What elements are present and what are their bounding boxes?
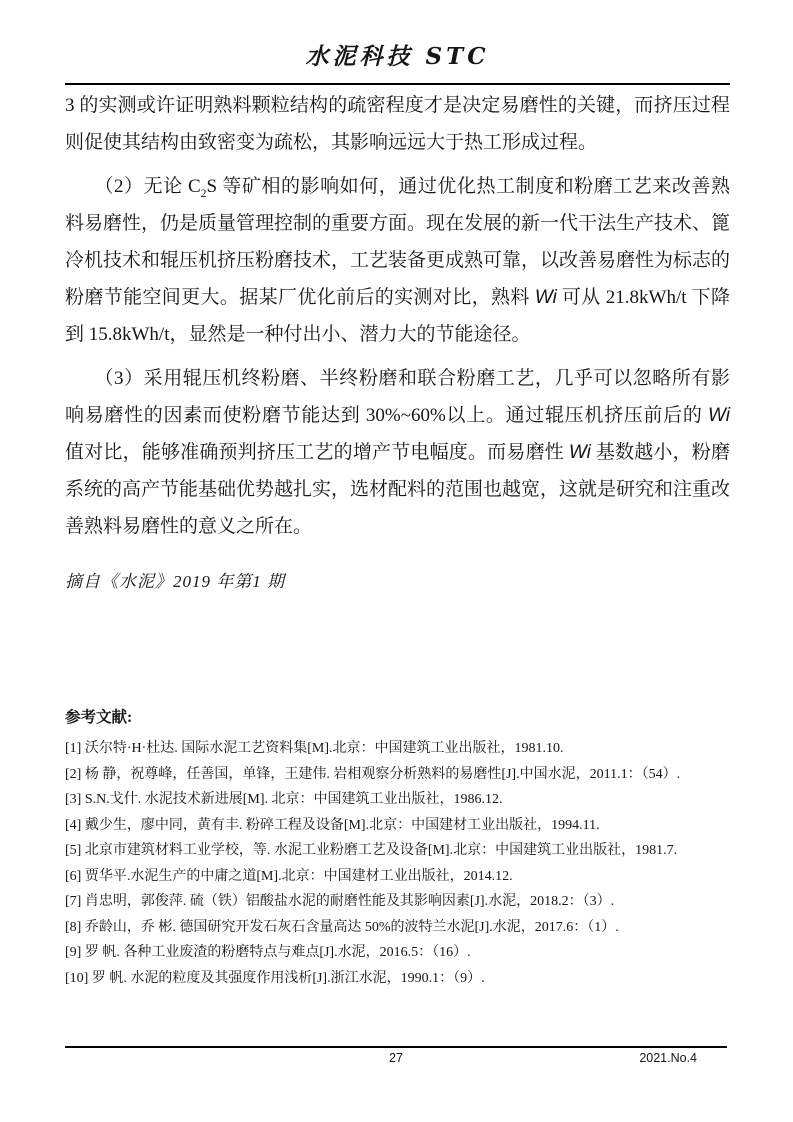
body-paragraph: [65, 168, 730, 353]
body-paragraph: [65, 87, 730, 161]
reference-item: [9] 罗 帆. 各种工业废渣的粉磨特点与难点[J].水泥，2016.5：（16）.: [65, 945, 471, 960]
reference-item: [7] 肖忠明，郭俊萍. 硫（铁）铝酸盐水泥的耐磨性能及其影响因素[J].水泥，2018.2：（3）.: [65, 894, 615, 909]
text-segment: S 等矿相的影响如何，通过优化热工制度和粉磨工艺来改善熟料易磨性，仍是质量管理控制的重要方面。现在发展的新一代干法生产技术、篦冷机技术和辊压机挤压粉磨技术，工艺装备更成熟可靠，以改善易磨性为标志的粉磨节能空间更大。据某厂优化前后的实测对比，熟料: [65, 176, 731, 308]
reference-item: [5] 北京市建筑材料工业学校，等. 水泥工业粉磨工艺及设备[M].北京：中国建筑工业出版社，1981.7.: [65, 843, 678, 858]
body-paragraph: [65, 360, 730, 545]
page-footer: [65, 1046, 727, 1073]
reference-item: [6] 贾华平.水泥生产的中庸之道[M].北京：中国建材工业出版社，2014.12.: [65, 868, 513, 884]
text-segment: Wi: [534, 287, 557, 308]
issue-number: 2021.No.4: [639, 1051, 697, 1065]
reference-item: [10] 罗 帆. 水泥的粒度及其强度作用浅析[J].浙江水泥，1990.1：（9）.: [65, 970, 485, 986]
reference-item: [2] 杨 静，祝尊峰，任善国，单锋，王建伟. 岩相观察分析熟料的易磨性[J].中国水泥，2011.1：（54）.: [65, 766, 681, 782]
text-segment: 可从 21.8kWh/t 下降到 15.8kWh/t，显然是一种付出小、潜力大的节能途径。: [65, 287, 730, 345]
reference-item: [8] 乔龄山，乔 彬. 德国研究开发石灰石含量高达 50%的波特兰水泥[J].水泥，2017.6：（1）.: [65, 919, 619, 935]
article-body: [65, 87, 730, 545]
journal-header-title: 水泥科技 STC: [305, 43, 490, 70]
reference-item: [4] 戴少生，廖中同，黄有丰. 粉碎工程及设备[M].北京：中国建材工业出版社，1994.11.: [65, 817, 600, 833]
reference-item: [1] 沃尔特·H·杜达. 国际水泥工艺资料集[M].北京：中国建筑工业出版社，1981.10.: [65, 741, 564, 756]
reference-item: [3] S.N.戈什. 水泥技术新进展[M]. 北京：中国建筑工业出版社，1986.12.: [65, 792, 503, 807]
page-number: 27: [389, 1051, 403, 1065]
footer-row: [65, 1048, 727, 1073]
text-segment: （3）采用辊压机终粉磨、半终粉磨和联合粉磨工艺，几乎可以忽略所有影响易磨性的因素而使粉磨节能达到 30%~60%以上。通过辊压机挤压前后的: [65, 368, 730, 426]
source-citation: 摘自《水泥》2019 年第1 期: [65, 572, 285, 591]
header-divider: [65, 83, 730, 85]
text-segment: Wi: [708, 405, 730, 426]
text-segment: 2: [200, 186, 207, 200]
text-segment: 值对比，能够准确预判挤压工艺的增产节电幅度。而易磨性: [65, 442, 569, 463]
text-segment: （2）无论 C: [94, 176, 201, 197]
references-heading: 参考文献:: [65, 709, 133, 726]
references-list: [65, 736, 730, 991]
text-segment: 3 的实测或许证明熟料颗粒结构的疏密程度才是决定易磨性的关键，而挤压过程则促使其结构由致密变为疏松，其影响远远大于热工形成过程。: [65, 95, 730, 153]
text-segment: Wi: [568, 442, 591, 463]
text-segment: 基数越小，粉磨系统的高产节能基础优势越扎实，选材配料的范围也越宽，这就是研究和注重改善熟料易磨性的意义之所在。: [65, 442, 731, 537]
